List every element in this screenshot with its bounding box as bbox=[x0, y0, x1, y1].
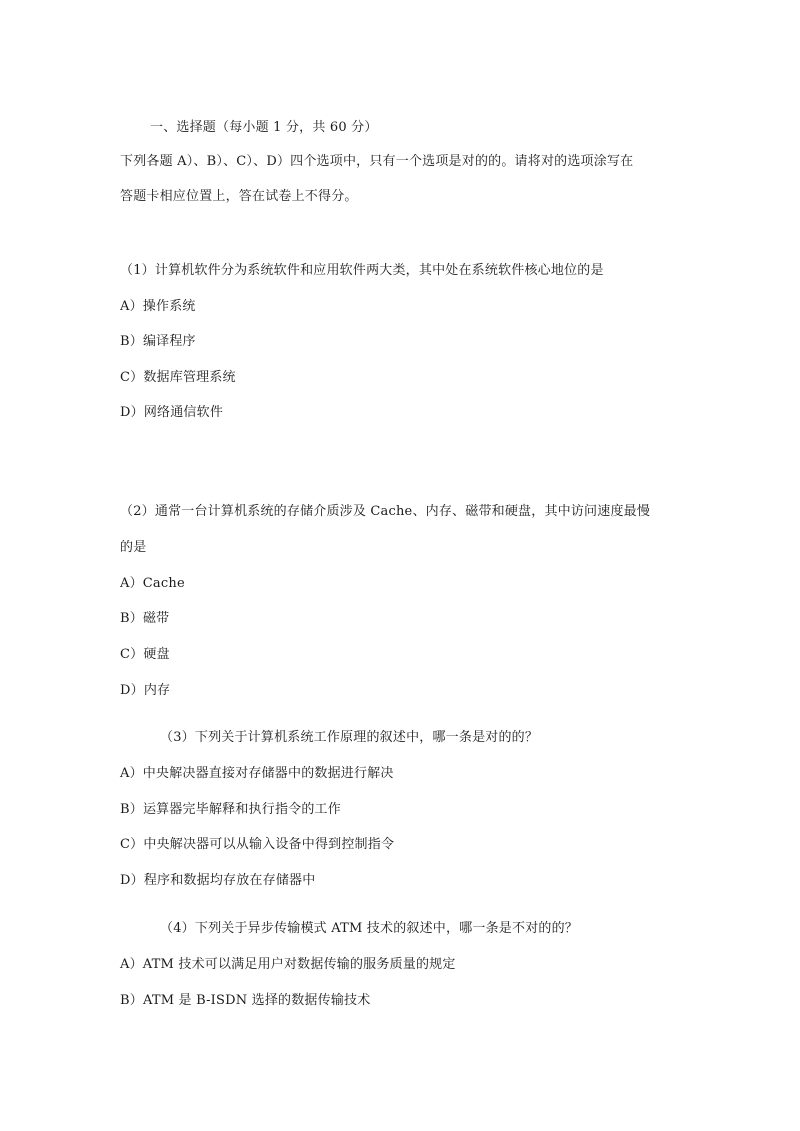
section-heading: 一、选择题（每小题 1 分，共 60 分） bbox=[150, 120, 378, 135]
question-3-option-b: B）运算器完毕解释和执行指令的工作 bbox=[120, 802, 341, 817]
question-4-option-b: B）ATM 是 B-ISDN 选择的数据传输技术 bbox=[120, 993, 371, 1008]
question-3-stem: （3）下列关于计算机系统工作原理的叙述中，哪一条是对的的？ bbox=[160, 730, 539, 745]
question-1-option-a: A）操作系统 bbox=[120, 299, 196, 314]
question-2-option-d: D）内存 bbox=[120, 683, 171, 698]
question-1-option-d: D）网络通信软件 bbox=[120, 405, 224, 420]
question-4-stem: （4）下列关于异步传输模式 ATM 技术的叙述中，哪一条是不对的的？ bbox=[160, 921, 578, 936]
question-2-option-a: A）Cache bbox=[120, 576, 185, 591]
question-2-option-c: C）硬盘 bbox=[120, 647, 170, 662]
instruction-line-1: 下列各题 A）、B）、C）、D）四个选项中，只有一个选项是对的的。请将对的选项涂写在 bbox=[120, 154, 634, 169]
question-1-option-c: C）数据库管理系统 bbox=[120, 370, 236, 385]
question-4-option-a: A）ATM 技术可以满足用户对数据传输的服务质量的规定 bbox=[120, 957, 456, 972]
question-2-stem-line-2: 的是 bbox=[120, 540, 147, 555]
question-1-stem: （1）计算机软件分为系统软件和应用软件两大类，其中处在系统软件核心地位的是 bbox=[120, 263, 604, 278]
question-3-option-c: C）中央解决器可以从输入设备中得到控制指令 bbox=[120, 837, 395, 852]
instruction-line-2: 答题卡相应位置上，答在试卷上不得分。 bbox=[120, 189, 358, 204]
question-2-stem-line-1: （2）通常一台计算机系统的存储介质涉及 Cache、内存、磁带和硬盘，其中访问速度最慢 bbox=[120, 504, 651, 519]
question-2-option-b: B）磁带 bbox=[120, 611, 170, 626]
question-1-option-b: B）编译程序 bbox=[120, 334, 196, 349]
question-3-option-a: A）中央解决器直接对存储器中的数据进行解决 bbox=[120, 766, 394, 781]
question-3-option-d: D）程序和数据均存放在存储器中 bbox=[120, 873, 316, 888]
